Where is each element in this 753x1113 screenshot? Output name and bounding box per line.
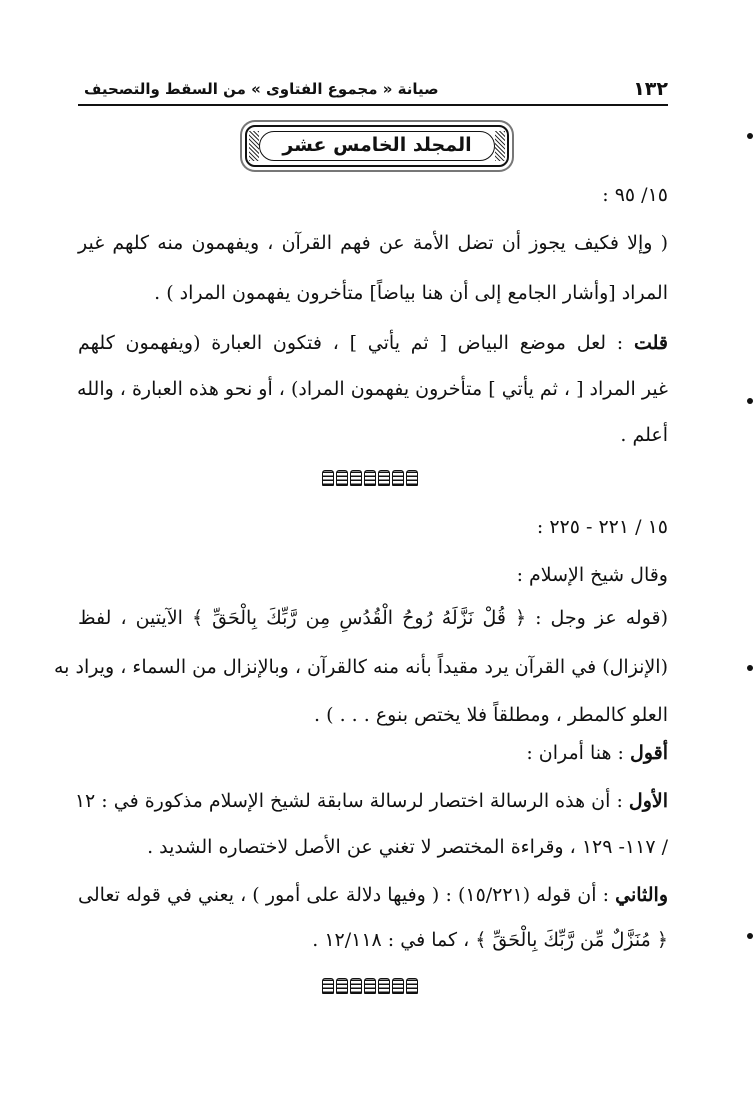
banner-ornament-left [249,131,259,161]
margin-mark [747,133,753,139]
comment-text: : لعل موضع البياض [ ثم يأتي ] ، فتكون العبارة (ويفهمون كلهم [78,332,634,354]
second-text: : أن قوله (١٥/٢٢١) : ( وفيها دلالة على أمور ) ، يعني في قوله تعالى [78,884,616,906]
comment-label: قلت [633,332,668,354]
margin-mark [747,398,753,404]
section-divider-ornament [322,470,420,488]
volume-title: المجلد الخامس عشر [259,131,495,161]
running-title: صيانة « مجموع الفتاوى » من السقط والتصحيف [84,80,439,98]
quote-line: العلو كالمطر ، ومطلقاً فلا يختص بنوع . . . ) . [314,704,668,726]
quote-line: (قوله عز وجل : ﴿ قُلْ نَزَّلَهُ رُوحُ الْقُدُسِ مِن رَّبِّكَ بِالْحَقِّ ﴾ الآيتين ، لفظ [78,607,668,629]
point-line: / ١١٧- ١٢٩ ، وقراءة المختصر لا تغني عن الأصل لاختصاره الشديد . [147,836,668,858]
quote-line: المراد [وأشار الجامع إلى أن هنا بياضاً] متأخرون يفهمون المراد ) . [154,282,668,304]
volume-banner [245,125,509,167]
comment-line: أعلم . [620,424,668,446]
first-text: : أن هذه الرسالة اختصار لرسالة سابقة لشيخ الإسلام مذكورة في : ١٢ [74,790,629,812]
point-line [74,786,668,816]
point-line: ﴿ مُنَزَّلٌ مِّن رَّبِّكَ بِالْحَقِّ ﴾ ، كما في : ١٢/١١٨ . [312,929,668,951]
quote-line: ( وإلا فكيف يجوز أن تضل الأمة عن فهم القرآن ، ويفهمون منه كلهم غير [78,232,668,254]
page-header [78,78,668,106]
first-label: الأول [628,790,668,812]
margin-mark [747,933,753,939]
second-label: والثاني [615,884,668,906]
page-number: ١٣٢ [633,78,668,100]
margin-mark [747,665,753,671]
aqool-text: : هنا أمران : [526,742,631,764]
aqool-label: أقول [630,742,668,764]
aqool-line [78,738,668,768]
banner-ornament-right [495,131,505,161]
section-reference: ١٥ / ٢٢١ - ٢٢٥ : [536,516,668,538]
section-reference: ١٥/ ٩٥ : [602,184,668,206]
intro-line: وقال شيخ الإسلام : [516,564,668,586]
point-line [78,880,668,910]
section-divider-ornament [322,978,420,996]
quote-line: (الإنزال) في القرآن يرد مقيداً بأنه منه كالقرآن ، وبالإنزال من السماء ، ويراد به [53,656,668,678]
comment-line [78,328,668,358]
comment-line: غير المراد [ ، ثم يأتي ] متأخرون يفهمون المراد) ، أو نحو هذه العبارة ، والله [77,378,668,400]
